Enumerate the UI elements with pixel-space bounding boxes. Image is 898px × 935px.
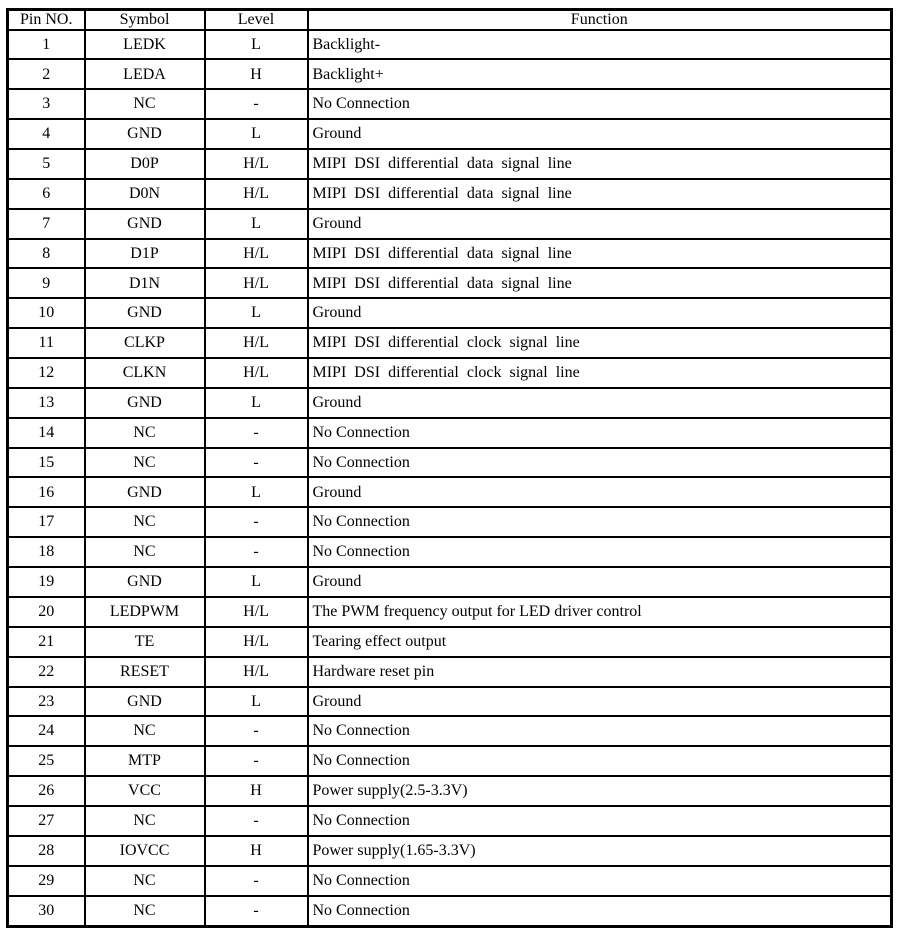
table-row <box>8 866 892 896</box>
symbol-cell: NC <box>85 896 205 927</box>
function-cell: No Connection <box>308 896 892 927</box>
pin-no-cell: 15 <box>8 448 85 478</box>
pin-no-cell: 24 <box>8 716 85 746</box>
function-cell: MIPI DSI differential data signal line <box>308 239 892 269</box>
level-cell: H/L <box>205 149 308 179</box>
level-cell: - <box>205 716 308 746</box>
pin-no-cell: 20 <box>8 597 85 627</box>
table-row <box>8 537 892 567</box>
pin-no-cell: 17 <box>8 507 85 537</box>
function-cell: Backlight+ <box>308 59 892 89</box>
pin-no-cell: 29 <box>8 866 85 896</box>
symbol-cell: D0N <box>85 179 205 209</box>
level-cell: H/L <box>205 627 308 657</box>
function-cell: Ground <box>308 119 892 149</box>
table-row <box>8 567 892 597</box>
function-cell: Power supply(2.5-3.3V) <box>308 776 892 806</box>
symbol-cell: D1N <box>85 268 205 298</box>
function-cell: No Connection <box>308 507 892 537</box>
pin-no-cell: 3 <box>8 89 85 119</box>
level-cell: H/L <box>205 268 308 298</box>
function-cell: MIPI DSI differential data signal line <box>308 268 892 298</box>
symbol-cell: CLKN <box>85 358 205 388</box>
pin-no-cell: 23 <box>8 687 85 717</box>
function-cell: Ground <box>308 687 892 717</box>
function-cell: MIPI DSI differential data signal line <box>308 179 892 209</box>
pin-no-cell: 7 <box>8 209 85 239</box>
pin-no-cell: 19 <box>8 567 85 597</box>
function-cell: Ground <box>308 298 892 328</box>
header-function: Function <box>308 10 892 30</box>
function-cell: The PWM frequency output for LED driver control <box>308 597 892 627</box>
function-cell: No Connection <box>308 89 892 119</box>
level-cell: H/L <box>205 328 308 358</box>
function-cell: Ground <box>308 477 892 507</box>
level-cell: H/L <box>205 597 308 627</box>
level-cell: - <box>205 896 308 927</box>
level-cell: H/L <box>205 657 308 687</box>
table-row <box>8 388 892 418</box>
table-row <box>8 328 892 358</box>
symbol-cell: TE <box>85 627 205 657</box>
table-row <box>8 149 892 179</box>
symbol-cell: IOVCC <box>85 836 205 866</box>
symbol-cell: NC <box>85 806 205 836</box>
level-cell: - <box>205 746 308 776</box>
table-row <box>8 836 892 866</box>
symbol-cell: CLKP <box>85 328 205 358</box>
pin-no-cell: 10 <box>8 298 85 328</box>
function-cell: Power supply(1.65-3.3V) <box>308 836 892 866</box>
level-cell: - <box>205 507 308 537</box>
function-cell: Ground <box>308 388 892 418</box>
table-row <box>8 30 892 60</box>
table-row <box>8 119 892 149</box>
level-cell: - <box>205 89 308 119</box>
symbol-cell: GND <box>85 477 205 507</box>
pin-no-cell: 30 <box>8 896 85 927</box>
pin-no-cell: 2 <box>8 59 85 89</box>
symbol-cell: NC <box>85 537 205 567</box>
symbol-cell: GND <box>85 298 205 328</box>
level-cell: L <box>205 298 308 328</box>
pin-no-cell: 9 <box>8 268 85 298</box>
table-row <box>8 896 892 927</box>
symbol-cell: GND <box>85 119 205 149</box>
level-cell: - <box>205 448 308 478</box>
function-cell: No Connection <box>308 537 892 567</box>
header-row <box>8 10 892 30</box>
pin-no-cell: 26 <box>8 776 85 806</box>
level-cell: - <box>205 537 308 567</box>
pin-no-cell: 22 <box>8 657 85 687</box>
level-cell: L <box>205 119 308 149</box>
symbol-cell: GND <box>85 687 205 717</box>
level-cell: L <box>205 209 308 239</box>
level-cell: H <box>205 836 308 866</box>
pin-no-cell: 13 <box>8 388 85 418</box>
function-cell: Backlight- <box>308 30 892 60</box>
pin-no-cell: 21 <box>8 627 85 657</box>
table-row <box>8 448 892 478</box>
symbol-cell: RESET <box>85 657 205 687</box>
pin-no-cell: 14 <box>8 418 85 448</box>
pin-no-cell: 5 <box>8 149 85 179</box>
table-row <box>8 209 892 239</box>
symbol-cell: LEDPWM <box>85 597 205 627</box>
level-cell: H <box>205 59 308 89</box>
table-row <box>8 806 892 836</box>
pin-no-cell: 4 <box>8 119 85 149</box>
level-cell: - <box>205 866 308 896</box>
function-cell: MIPI DSI differential clock signal line <box>308 358 892 388</box>
function-cell: MIPI DSI differential data signal line <box>308 149 892 179</box>
function-cell: No Connection <box>308 806 892 836</box>
symbol-cell: GND <box>85 388 205 418</box>
table-row <box>8 239 892 269</box>
function-cell: Ground <box>308 209 892 239</box>
table-row <box>8 89 892 119</box>
symbol-cell: NC <box>85 507 205 537</box>
header-pin-no: Pin NO. <box>8 10 85 30</box>
pin-no-cell: 16 <box>8 477 85 507</box>
function-cell: No Connection <box>308 418 892 448</box>
table-row <box>8 657 892 687</box>
symbol-cell: NC <box>85 89 205 119</box>
table-row <box>8 507 892 537</box>
symbol-cell: NC <box>85 418 205 448</box>
symbol-cell: LEDA <box>85 59 205 89</box>
pin-no-cell: 8 <box>8 239 85 269</box>
symbol-cell: D0P <box>85 149 205 179</box>
pin-no-cell: 27 <box>8 806 85 836</box>
function-cell: No Connection <box>308 448 892 478</box>
table-row <box>8 687 892 717</box>
pin-no-cell: 11 <box>8 328 85 358</box>
level-cell: H/L <box>205 358 308 388</box>
level-cell: L <box>205 477 308 507</box>
pin-no-cell: 18 <box>8 537 85 567</box>
symbol-cell: GND <box>85 209 205 239</box>
table-row <box>8 746 892 776</box>
level-cell: L <box>205 687 308 717</box>
table-row <box>8 597 892 627</box>
symbol-cell: GND <box>85 567 205 597</box>
table-row <box>8 627 892 657</box>
symbol-cell: NC <box>85 448 205 478</box>
level-cell: L <box>205 30 308 60</box>
pin-no-cell: 6 <box>8 179 85 209</box>
symbol-cell: MTP <box>85 746 205 776</box>
table-row <box>8 477 892 507</box>
function-cell: No Connection <box>308 866 892 896</box>
header-symbol: Symbol <box>85 10 205 30</box>
table-row <box>8 59 892 89</box>
table-row <box>8 418 892 448</box>
symbol-cell: VCC <box>85 776 205 806</box>
level-cell: H/L <box>205 179 308 209</box>
pin-no-cell: 1 <box>8 30 85 60</box>
table-row <box>8 776 892 806</box>
function-cell: No Connection <box>308 746 892 776</box>
pin-assignment-table <box>6 8 893 928</box>
header-level: Level <box>205 10 308 30</box>
function-cell: MIPI DSI differential clock signal line <box>308 328 892 358</box>
symbol-cell: D1P <box>85 239 205 269</box>
function-cell: Hardware reset pin <box>308 657 892 687</box>
pin-no-cell: 28 <box>8 836 85 866</box>
table-row <box>8 298 892 328</box>
function-cell: Ground <box>308 567 892 597</box>
level-cell: L <box>205 567 308 597</box>
level-cell: - <box>205 418 308 448</box>
level-cell: H <box>205 776 308 806</box>
table-row <box>8 716 892 746</box>
symbol-cell: NC <box>85 716 205 746</box>
symbol-cell: LEDK <box>85 30 205 60</box>
table-row <box>8 268 892 298</box>
pin-no-cell: 25 <box>8 746 85 776</box>
symbol-cell: NC <box>85 866 205 896</box>
function-cell: Tearing effect output <box>308 627 892 657</box>
level-cell: H/L <box>205 239 308 269</box>
pin-no-cell: 12 <box>8 358 85 388</box>
table-row <box>8 358 892 388</box>
level-cell: L <box>205 388 308 418</box>
table-row <box>8 179 892 209</box>
level-cell: - <box>205 806 308 836</box>
function-cell: No Connection <box>308 716 892 746</box>
